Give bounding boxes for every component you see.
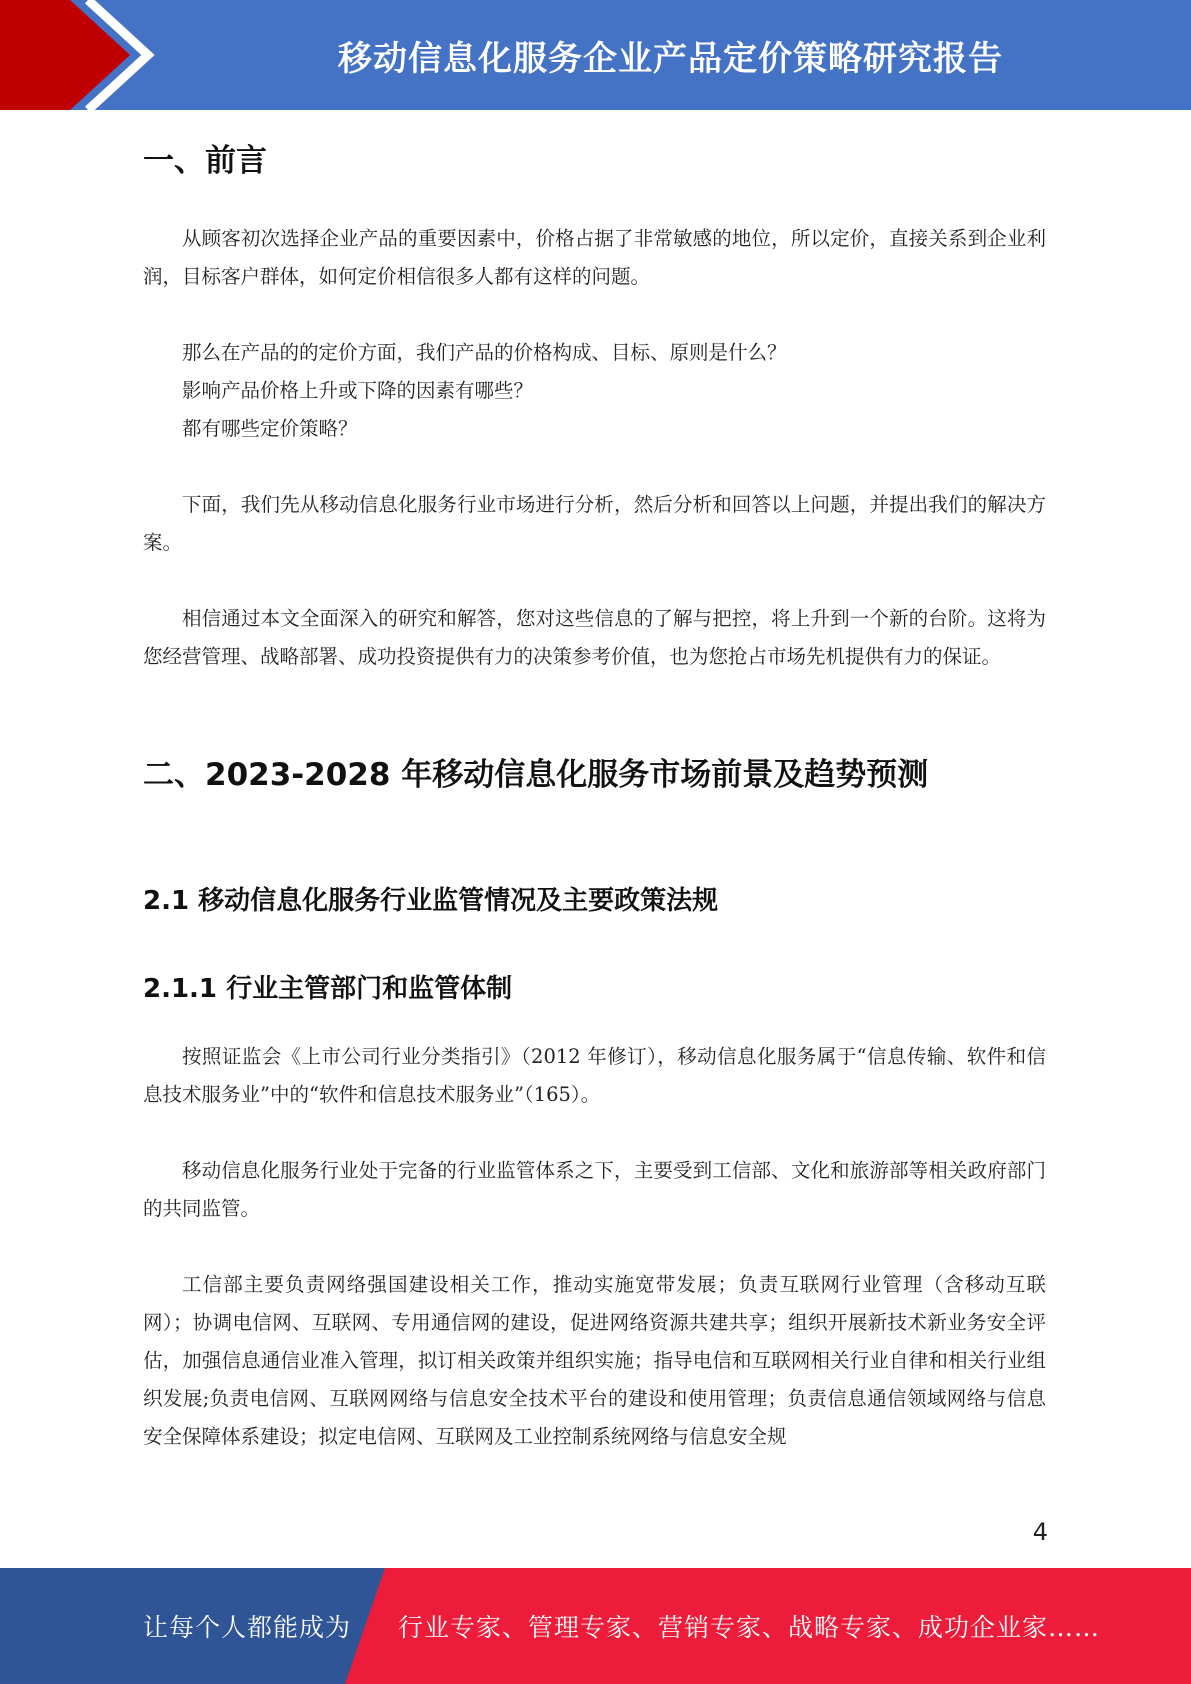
footer-slogan-left: 让每个人都能成为 [143, 1613, 352, 1642]
paragraph: 移动信息化服务行业处于完备的行业监管体系之下，主要受到工信部、文化和旅游部等相关政府部门的共同监管。 [143, 1159, 1046, 1220]
paragraph: 那么在产品的的定价方面，我们产品的价格构成、目标、原则是什么？ [182, 341, 787, 364]
footer-slogan-right: 行业专家、管理专家、营销专家、战略专家、成功企业家…… [398, 1613, 1101, 1642]
paragraph: 都有哪些定价策略？ [182, 417, 358, 440]
subsection-heading-2-1: 2.1 移动信息化服务行业监管情况及主要政策法规 [143, 886, 719, 916]
paragraph: 下面，我们先从移动信息化服务行业市场进行分析，然后分析和回答以上问题，并提出我们的解决方案。 [143, 493, 1046, 554]
page-number: 4 [1032, 1518, 1048, 1546]
paragraph: 影响产品价格上升或下降的因素有哪些？ [182, 379, 534, 402]
paragraph: 按照证监会《上市公司行业分类指引》（2012 年修订），移动信息化服务属于“信息传输、软件和信息技术服务业”中的“软件和信息技术服务业”（165）。 [143, 1045, 1046, 1106]
section-heading-market-outlook: 二、2023-2028 年移动信息化服务市场前景及趋势预测 [143, 757, 929, 793]
paragraph: 相信通过本文全面深入的研究和解答，您对这些信息的了解与把控，将上升到一个新的台阶。这将为您经营管理、战略部署、成功投资提供有力的决策参考价值，也为您抢占市场先机提供有力的保证。 [143, 607, 1046, 668]
page-header [0, 0, 1191, 110]
subsection-heading-2-1-1: 2.1.1 行业主管部门和监管体制 [143, 974, 513, 1004]
paragraph: 从顾客初次选择企业产品的重要因素中，价格占据了非常敏感的地位，所以定价，直接关系到企业利润，目标客户群体，如何定价相信很多人都有这样的问题。 [143, 227, 1046, 288]
section-heading-preface: 一、前言 [143, 143, 267, 179]
paragraph: 工信部主要负责网络强国建设相关工作，推动实施宽带发展；负责互联网行业管理（含移动互联网）；协调电信网、互联网、专用通信网的建设，促进网络资源共建共享；组织开展新技术新业务安全评估，加强信息通信业准入管理，拟订相关政策并组织实施；指导电信和互联网相关行业自律和相关行业组织发展;负责电信网、互联网网络与信息安全技术平台的建设和使用管理；负责信息通信领域网络与信息安全保障体系建设；拟定电信网、互联网及工业控制系统网络与信息安全规 [143, 1273, 1046, 1448]
page-footer [0, 1568, 1191, 1684]
page-content [143, 130, 1046, 1456]
document-title: 移动信息化服务企业产品定价策略研究报告 [338, 38, 1003, 79]
